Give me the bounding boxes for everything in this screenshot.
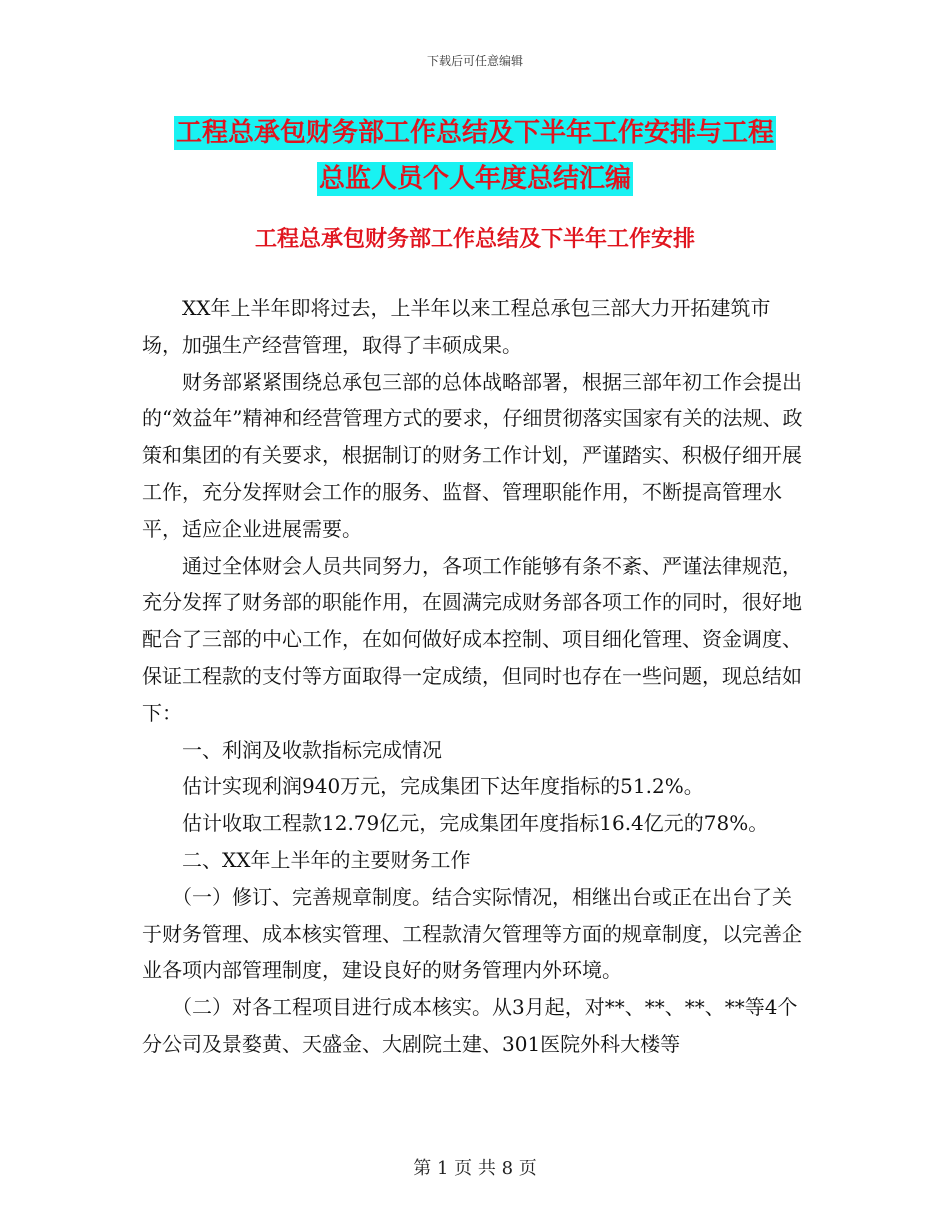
paragraph: 估计收取工程款12.79亿元，完成集团年度指标16.4亿元的78%。 [182,811,769,836]
page-footer: 第 1 页 共 8 页 [413,1158,537,1179]
title-highlight: 总监人员个人年度总结汇编 [318,164,631,194]
document-title-line-2 [0,158,950,195]
title-highlight: 工程总承包财务部工作总结及下半年工作安排与工程 [175,118,774,148]
paragraph: 二、XX年上半年的主要财务工作 [182,847,471,872]
page-header-note: 下载后可任意编辑 [426,54,523,68]
section-title: 工程总承包财务部工作总结及下半年工作安排 [254,226,695,252]
paragraph: 估计实现利润940万元，完成集团下达年度指标的51.2%。 [182,774,704,799]
document-title-line-1 [0,112,950,149]
paragraph: 财务部紧紧围绕总承包三部的总体战略部署，根据三部年初工作会提出的“效益年”精神和经营管理方式的要求，仔细贯彻落实国家有关的法规、政策和集团的有关要求，根据制订的财务工作计划，严谨踏实、积极仔细开展工作，充分发挥财会工作的服务、监督、管理职能作用，不断提高管理水平，适应企业进展需要。 [142,369,803,541]
paragraph: （一）修订、完善规章制度。结合实际情况，相继出台或正在出台了关于财务管理、成本核实管理、工程款清欠管理等方面的规章制度，以完善企业各项内部管理制度，建设良好的财务管理内外环境。 [142,884,802,983]
paragraph: XX年上半年即将过去，上半年以来工程总承包三部大力开拓建筑市场，加强生产经营管理，取得了丰硕成果。 [142,296,771,357]
paragraph: 通过全体财会人员共同努力，各项工作能够有条不紊、严谨法律规范，充分发挥了财务部的职能作用，在圆满完成财务部各项工作的同时，很好地配合了三部的中心工作，在如何做好成本控制、项目细化管理、资金调度、保证工程款的支付等方面取得一定成绩，但同时也存在一些问题，现总结如下： [142,553,802,725]
document-body [142,290,804,1063]
paragraph: （二）对各工程项目进行成本核实。从3月起，对**、**、**、**等4个分公司及景婺黄、天盛金、大剧院土建、301医院外科大楼等 [142,995,798,1056]
paragraph: 一、利润及收款指标完成情况 [182,737,442,762]
